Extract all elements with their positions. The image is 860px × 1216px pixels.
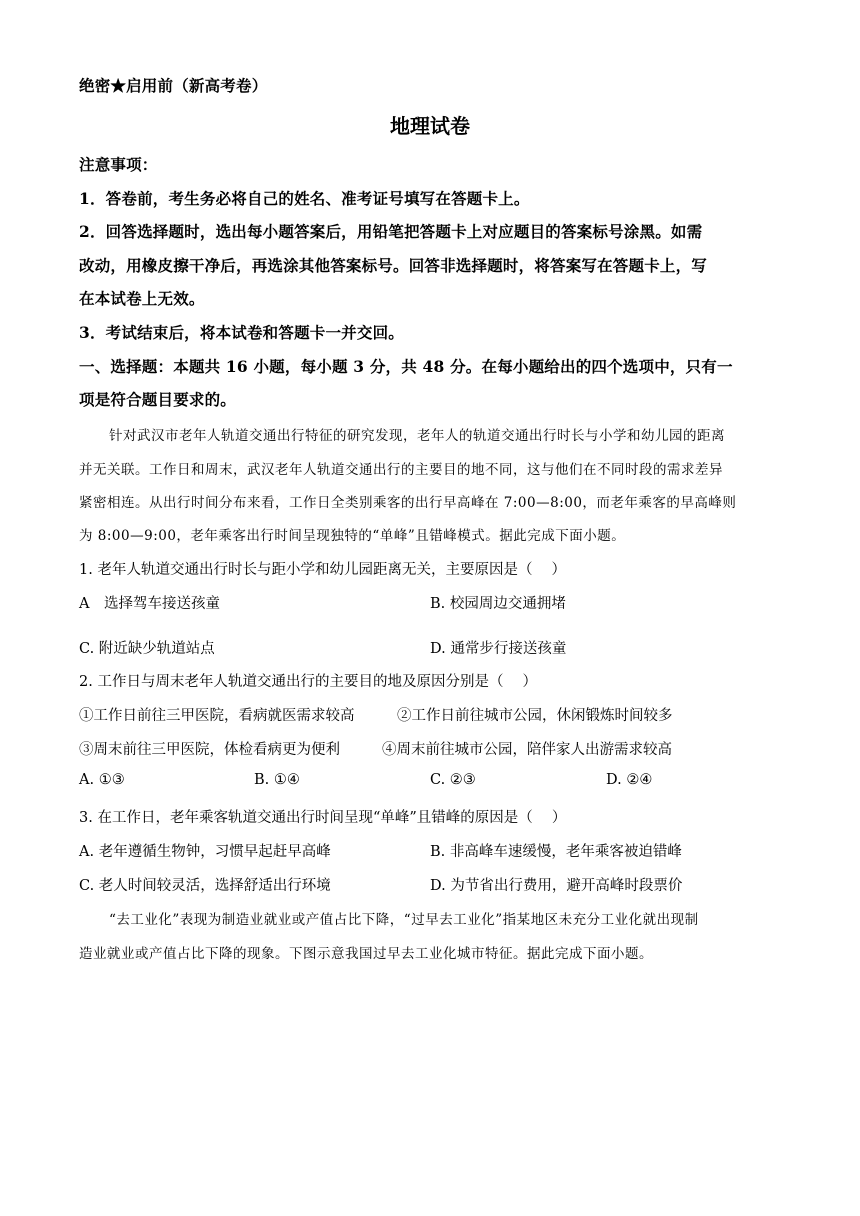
question-2-option-d: D. ②④ <box>606 772 653 788</box>
question-2-statement-3: ③周末前往三甲医院，体检看病更为便利 <box>79 742 340 758</box>
passage-1-line-2: 并无关联。工作日和周末，武汉老年人轨道交通出行的主要目的地不同，这与他们在不同时段的需求差异 <box>79 462 723 478</box>
question-3-option-d: D. 为节省出行费用，避开高峰时段票价 <box>430 878 683 894</box>
question-2-statement-2: ②工作日前往城市公园，休闲锻炼时间较多 <box>397 708 673 724</box>
passage-1-line-3: 紧密相连。从出行时间分布来看，工作日全类别乘客的出行早高峰在 7:00—8:00，而老年乘客的早高峰则 <box>79 495 737 511</box>
question-2-option-c: C. ②③ <box>430 772 476 788</box>
question-3-option-a: A. 老年遵循生物钟，习惯早起赶早高峰 <box>79 844 331 860</box>
question-1-option-b: B. 校园周边交通拥堵 <box>430 596 566 612</box>
passage-1-line-1: 针对武汉市老年人轨道交通出行特征的研究发现，老年人的轨道交通出行时长与小学和幼儿园的距离 <box>109 428 725 444</box>
notice-item-2-line-3: 在本试卷上无效。 <box>79 289 205 308</box>
question-1-option-a: A 选择驾车接送孩童 <box>79 596 220 612</box>
question-2-statement-4: ④周末前往城市公园，陪伴家人出游需求较高 <box>382 742 672 758</box>
section-heading-line-1: 一、选择题：本题共 16 小题，每小题 3 分，共 48 分。在每小题给出的四个选项中，只有一 <box>79 357 733 376</box>
notice-item-3: 3．考试结束后，将本试卷和答题卡一并交回。 <box>79 323 404 342</box>
notice-heading: 注意事项： <box>79 155 158 174</box>
question-2-stem: 2. 工作日与周末老年人轨道交通出行的主要目的地及原因分别是（ ） <box>79 674 538 690</box>
passage-1-line-4: 为 8:00—9:00，老年乘客出行时间呈现独特的“单峰”且错峰模式。据此完成下面小题。 <box>79 528 626 544</box>
question-3-option-b: B. 非高峰车速缓慢，老年乘客被迫错峰 <box>430 844 682 860</box>
question-1-option-d: D. 通常步行接送孩童 <box>430 641 567 657</box>
secret-label: 绝密★启用前（新高考卷） <box>79 76 268 95</box>
notice-item-2-line-1: 2．回答选择题时，选出每小题答案后，用铅笔把答题卡上对应题目的答案标号涂黑。如需 <box>79 222 703 241</box>
question-2-statement-1: ①工作日前往三甲医院，看病就医需求较高 <box>79 708 355 724</box>
passage-2-line-2: 造业就业或产值占比下降的现象。下图示意我国过早去工业化城市特征。据此完成下面小题。 <box>79 946 653 962</box>
notice-item-1: 1．答卷前，考生务必将自己的姓名、准考证号填写在答题卡上。 <box>79 189 530 208</box>
section-heading-line-2: 项是符合题目要求的。 <box>79 390 237 409</box>
question-2-option-b: B. ①④ <box>254 772 300 788</box>
question-1-stem: 1. 老年人轨道交通出行时长与距小学和幼儿园距离无关，主要原因是（ ） <box>79 562 567 578</box>
question-3-stem: 3. 在工作日，老年乘客轨道交通出行时间呈现“单峰”且错峰的原因是（ ） <box>79 810 567 826</box>
page-title: 地理试卷 <box>390 114 470 138</box>
passage-2-line-1: “去工业化”表现为制造业就业或产值占比下降，“过早去工业化”指某地区未充分工业化就出现制 <box>109 912 699 928</box>
notice-item-2-line-2: 改动，用橡皮擦干净后，再选涂其他答案标号。回答非选择题时，将答案写在答题卡上，写 <box>79 256 708 275</box>
question-3-option-c: C. 老人时间较灵活，选择舒适出行环境 <box>79 878 331 894</box>
question-2-option-a: A. ①③ <box>79 772 125 788</box>
question-1-option-c: C. 附近缺少轨道站点 <box>79 641 215 657</box>
